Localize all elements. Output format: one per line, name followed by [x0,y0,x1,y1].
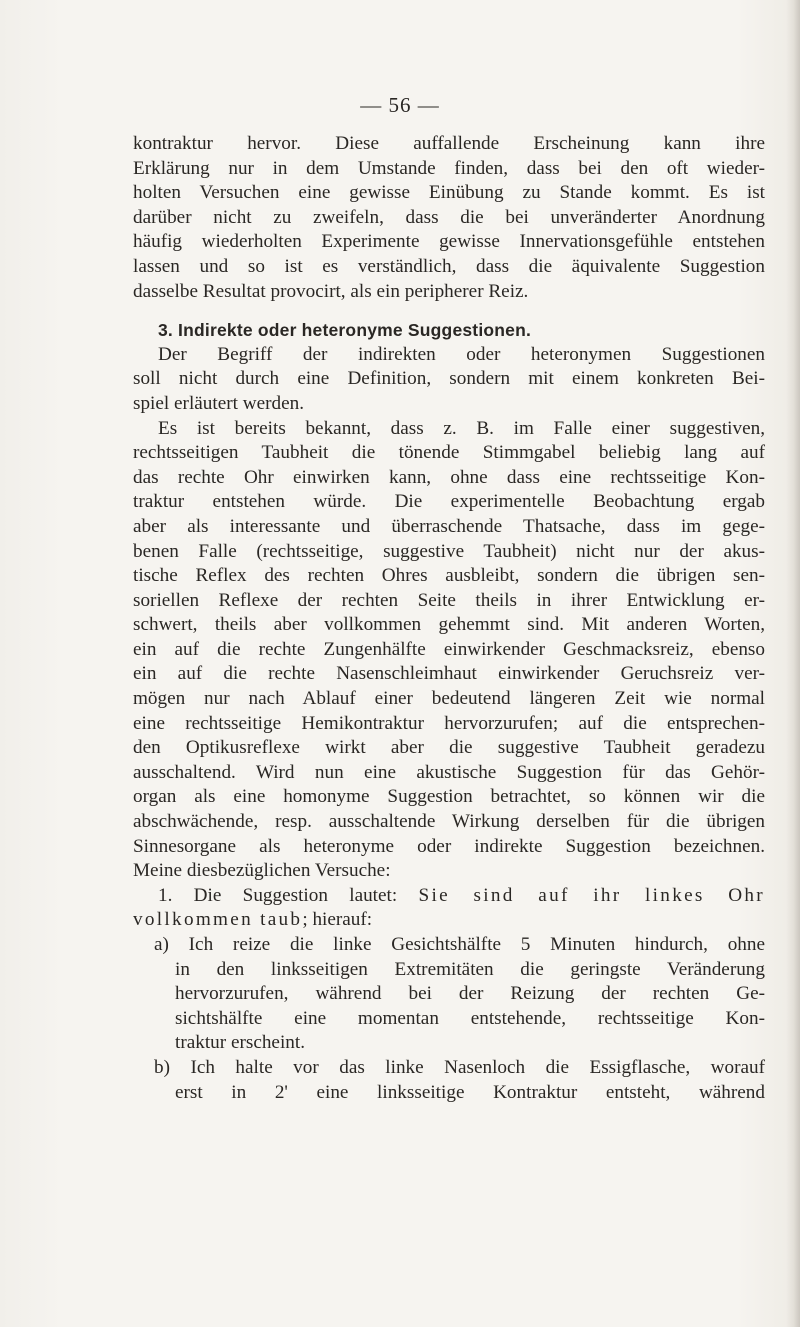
text-line: Der Begriff der indirekten oder heteronymen Suggestionen [158,343,765,365]
text-line: lassen und so ist es verständlich, dass die äquivalente Suggestion [133,255,765,277]
text-line: spiel erläutert werden. [133,392,305,414]
text-line: kontraktur hervor. Diese auffallende Erscheinung kann ihre [133,133,765,154]
text-line: mögen nur nach Ablauf einer bedeutend längeren Zeit wie normal [133,688,765,710]
text-line: aber als interessante und überraschende Thatsache, dass im gege- [133,515,765,537]
text-line: schwert, theils aber vollkommen gehemmt sind. Mit anderen Worten, [133,614,765,636]
text-line: häufig wiederholten Experimente gewisse Innervationsgefühle entstehen [133,231,765,253]
text-line: Sinnesorgane als heteronyme oder indirekte Suggestion bezeichnen. [133,835,765,857]
item-prefix: 1. Die Suggestion lautet: [158,884,398,906]
text-line: tische Reflex des rechten Ohres ausbleibt, sondern die übrigen sen- [133,565,765,587]
text-line: in den linksseitigen Extremitäten die geringste Veränderung [175,958,765,980]
page-number: — 56 — [360,93,440,117]
text-line: ausschaltend. Wird nun eine akustische Suggestion für das Gehör- [133,761,765,783]
list-item-b: b) Ich halte vor das linke Nasenloch die Essigflasche, worauf [154,1056,765,1078]
text-line: erst in 2' eine linksseitige Kontraktur entsteht, während [175,1081,765,1103]
text-line: abschwächende, resp. ausschaltende Wirkung derselben für die übrigen [133,811,765,833]
text-line: rechtsseitigen Taubheit die tönende Stimmgabel beliebig lang auf [133,442,765,464]
text-line: den Optikusreflexe wirkt aber die suggestive Taubheit geradezu [133,737,765,759]
text-line: ein auf die rechte Zungenhälfte einwirkender Geschmacksreiz, ebenso [133,638,765,660]
item-suffix: ; hierauf: [302,909,373,931]
list-item-1 [133,884,765,909]
text-line: holten Versuchen eine gewisse Einübung zu Stande kommt. Es ist [133,182,765,204]
text-line: soll nicht durch eine Definition, sondern mit einem konkreten Bei- [133,368,765,390]
text-line: Es ist bereits bekannt, dass z. B. im Falle einer suggestiven, [158,417,765,439]
text-line: benen Falle (rechtsseitige, suggestive Taubheit) nicht nur der akus- [133,540,765,562]
body-text [133,132,765,1105]
text-line: traktur entstehen würde. Die experimentelle Beobachtung ergab [133,491,765,513]
text-line: traktur erscheint. [175,1032,305,1054]
list-item-a: a) Ich reize die linke Gesichtshälfte 5 Minuten hindurch, ohne [154,934,765,955]
text-line: ein auf die rechte Nasenschleimhaut einwirkender Geruchsreiz ver- [133,663,765,685]
text-line: dasselbe Resultat provocirt, als ein peripherer Reiz. [133,280,529,302]
text-line: das rechte Ohr einwirken kann, ohne dass eine rechtsseitige Kon- [133,466,765,488]
spaced-emphasis: vollkommen taub [133,909,303,931]
spaced-emphasis: Sie sind auf ihr linkes Ohr [418,884,765,906]
text-line: hervorzurufen, während bei der Reizung der rechten Ge- [175,983,765,1005]
text-line: eine rechtsseitige Hemikontraktur hervorzurufen; auf die entsprechen- [133,712,765,734]
list-item-1-cont [133,908,765,933]
text-line: sichtshälfte eine momentan entstehende, rechtsseitige Kon- [175,1007,765,1029]
text-line: darüber nicht zu zweifeln, dass die bei unveränderter Anordnung [133,206,765,228]
page-edge-shadow [786,0,800,1327]
text-line: organ als eine homonyme Suggestion betrachtet, so können wir die [133,786,765,808]
text-line: soriellen Reflexe der rechten Seite theils in ihrer Entwicklung er- [133,589,765,611]
section-heading: 3. Indirekte oder heteronyme Suggestionen. [158,320,532,341]
text-line: Erklärung nur in dem Umstande finden, dass bei den oft wieder- [133,157,765,179]
text-line: Meine diesbezüglichen Versuche: [133,860,391,882]
